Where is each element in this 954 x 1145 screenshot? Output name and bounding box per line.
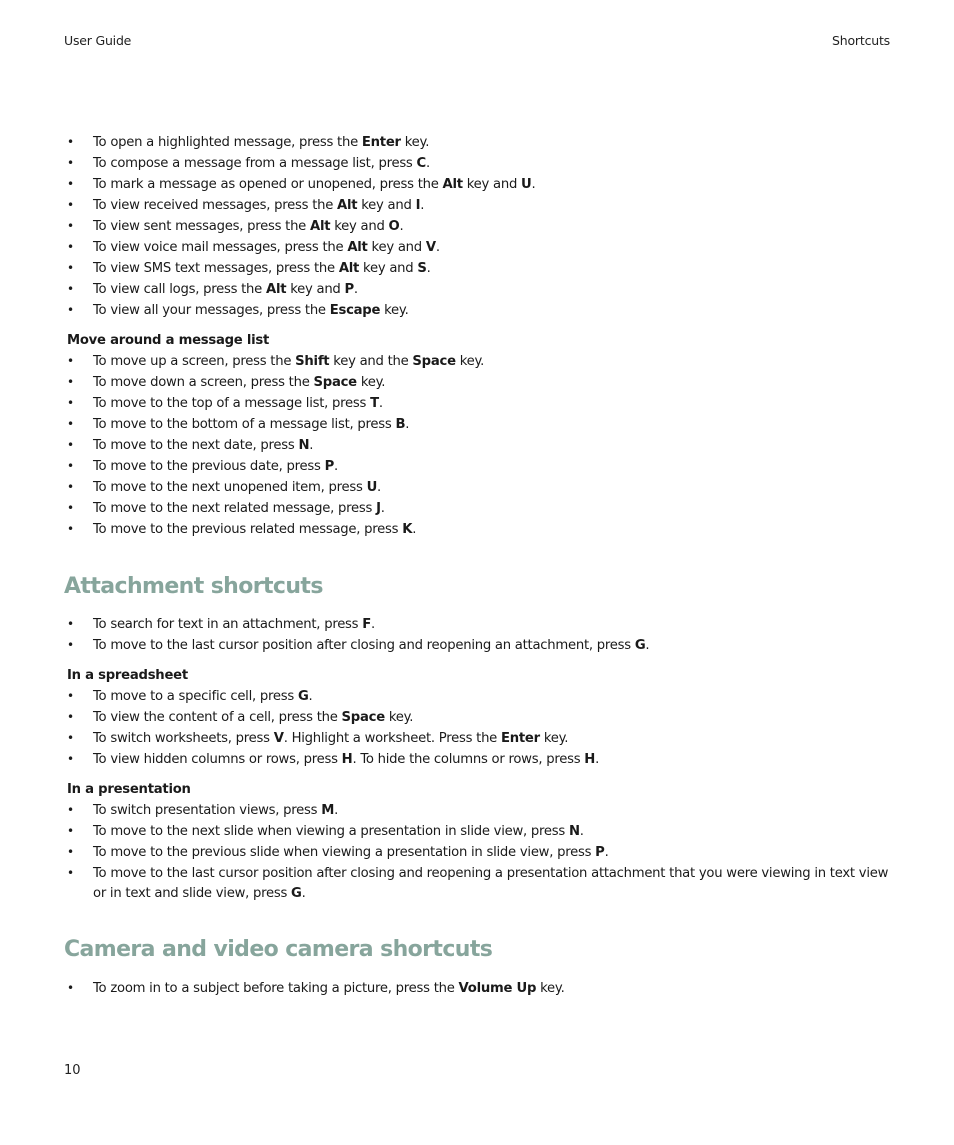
running-header-left: User Guide bbox=[64, 33, 132, 48]
list-item bbox=[64, 456, 890, 477]
key-name: G bbox=[634, 638, 646, 653]
key-name: G bbox=[291, 886, 302, 901]
move-message-list-heading: Move around a message list bbox=[67, 333, 270, 348]
item-text: key and bbox=[359, 261, 418, 276]
key-name: H bbox=[584, 752, 596, 767]
item-text: . bbox=[579, 824, 584, 839]
list-item bbox=[64, 300, 890, 321]
item-text: To move to the top of a message list, press bbox=[93, 396, 371, 411]
key-name: M bbox=[321, 803, 335, 818]
item-text: key. bbox=[539, 731, 569, 746]
list-item bbox=[64, 635, 890, 656]
attachment-general-list bbox=[64, 614, 890, 656]
attachment-shortcuts-title: Attachment shortcuts bbox=[64, 574, 323, 599]
bullet-icon: • bbox=[67, 845, 74, 859]
item-text: . bbox=[595, 752, 600, 767]
list-item bbox=[64, 372, 890, 393]
item-text: . bbox=[405, 417, 410, 432]
list-item bbox=[64, 351, 890, 372]
bullet-icon: • bbox=[67, 156, 74, 170]
bullet-icon: • bbox=[67, 177, 74, 191]
attachment-general-section bbox=[64, 614, 890, 656]
presentation-heading: In a presentation bbox=[67, 782, 191, 797]
bullet-icon: • bbox=[67, 710, 74, 724]
item-text: . Highlight a worksheet. Press the bbox=[283, 731, 501, 746]
item-text: key. bbox=[384, 710, 414, 725]
item-text: . bbox=[412, 522, 417, 537]
list-item bbox=[64, 195, 890, 216]
item-text: . bbox=[334, 459, 338, 474]
item-text: . bbox=[380, 501, 385, 516]
item-text: To search for text in an attachment, press bbox=[93, 617, 363, 632]
item-text: . bbox=[377, 480, 381, 495]
bullet-icon: • bbox=[67, 803, 74, 817]
bullet-icon: • bbox=[67, 981, 74, 995]
list-item bbox=[64, 707, 890, 728]
list-item bbox=[64, 821, 890, 842]
list-item bbox=[64, 477, 890, 498]
list-item bbox=[64, 132, 890, 153]
key-name: P bbox=[324, 459, 335, 474]
key-name: V bbox=[425, 240, 436, 255]
key-name: T bbox=[370, 396, 379, 411]
list-item bbox=[64, 614, 890, 635]
item-text: . bbox=[308, 689, 313, 704]
list-item bbox=[64, 435, 890, 456]
key-name: I bbox=[415, 198, 421, 213]
bullet-icon: • bbox=[67, 417, 74, 431]
camera-section bbox=[64, 978, 890, 999]
key-name: B bbox=[395, 417, 406, 432]
key-name: Shift bbox=[295, 354, 330, 369]
key-name: Enter bbox=[361, 135, 401, 150]
list-item bbox=[64, 414, 890, 435]
bullet-icon: • bbox=[67, 689, 74, 703]
key-name: J bbox=[376, 501, 381, 516]
spreadsheet-list bbox=[64, 686, 890, 770]
item-text: . bbox=[309, 438, 314, 453]
item-text: . bbox=[604, 845, 609, 860]
list-item bbox=[64, 800, 890, 821]
bullet-icon: • bbox=[67, 522, 74, 536]
bullet-icon: • bbox=[67, 866, 74, 880]
list-item bbox=[64, 749, 890, 770]
item-text: key and bbox=[286, 282, 345, 297]
presentation-section bbox=[64, 780, 890, 904]
key-name: U bbox=[366, 480, 378, 495]
key-name: Enter bbox=[500, 731, 540, 746]
bullet-icon: • bbox=[67, 240, 74, 254]
bullet-icon: • bbox=[67, 438, 74, 452]
item-text: To view voice mail messages, press the bbox=[93, 240, 348, 255]
intro-shortcut-list bbox=[64, 132, 890, 321]
item-text: key and the bbox=[329, 354, 413, 369]
item-text: To move to the previous related message, press bbox=[93, 522, 403, 537]
item-text: To mark a message as opened or unopened, press the bbox=[93, 177, 443, 192]
key-name: U bbox=[521, 177, 532, 192]
key-name: Escape bbox=[329, 303, 381, 318]
bullet-icon: • bbox=[67, 282, 74, 296]
bullet-icon: • bbox=[67, 617, 74, 631]
item-text: To switch worksheets, press bbox=[93, 731, 274, 746]
list-item bbox=[64, 174, 890, 195]
key-name: Alt bbox=[347, 240, 368, 255]
item-text: . bbox=[399, 219, 404, 234]
item-text: To move to the previous date, press bbox=[93, 459, 325, 474]
key-name: V bbox=[273, 731, 284, 746]
bullet-icon: • bbox=[67, 752, 74, 766]
item-text: . bbox=[426, 261, 431, 276]
camera-list bbox=[64, 978, 890, 999]
item-text: To move to the last cursor position after closing and reopening an attachment, press bbox=[93, 638, 635, 653]
bullet-icon: • bbox=[67, 303, 74, 317]
key-name: Alt bbox=[338, 261, 360, 276]
key-name: Volume Up bbox=[458, 981, 537, 996]
item-text: key. bbox=[380, 303, 409, 318]
item-text: . bbox=[420, 198, 425, 213]
item-text: . bbox=[353, 282, 358, 297]
key-name: H bbox=[341, 752, 353, 767]
key-name: Space bbox=[313, 375, 357, 390]
key-name: Alt bbox=[442, 177, 463, 192]
key-name: F bbox=[362, 617, 372, 632]
item-text: . bbox=[435, 240, 440, 255]
item-text: To view call logs, press the bbox=[93, 282, 266, 297]
item-text: To move to the next date, press bbox=[93, 438, 299, 453]
list-item bbox=[64, 728, 890, 749]
bullet-icon: • bbox=[67, 501, 74, 515]
list-item bbox=[64, 237, 890, 258]
bullet-icon: • bbox=[67, 375, 74, 389]
key-name: P bbox=[344, 282, 354, 297]
intro-shortcut-section bbox=[64, 132, 890, 321]
bullet-icon: • bbox=[67, 198, 74, 212]
key-name: K bbox=[402, 522, 413, 537]
item-text: To move to the next related message, press bbox=[93, 501, 377, 516]
bullet-icon: • bbox=[67, 354, 74, 368]
item-text: To move to the last cursor position after closing and reopening a presentation attachment that you were viewing in text view or in text and slide view, press bbox=[93, 866, 889, 901]
item-text: key. bbox=[536, 981, 565, 996]
item-text: key. bbox=[400, 135, 430, 150]
key-name: S bbox=[417, 261, 427, 276]
item-text: key and bbox=[330, 219, 389, 234]
key-name: Space bbox=[341, 710, 385, 725]
bullet-icon: • bbox=[67, 731, 74, 745]
item-text: To view the content of a cell, press the bbox=[93, 710, 342, 725]
list-item bbox=[64, 863, 890, 904]
list-item bbox=[64, 258, 890, 279]
item-text: To zoom in to a subject before taking a picture, press the bbox=[93, 981, 459, 996]
item-text: To move down a screen, press the bbox=[93, 375, 314, 390]
key-name: Alt bbox=[310, 219, 331, 234]
move-message-list-items bbox=[64, 351, 890, 540]
item-text: key. bbox=[455, 354, 485, 369]
key-name: N bbox=[298, 438, 310, 453]
item-text: key. bbox=[356, 375, 386, 390]
bullet-icon: • bbox=[67, 824, 74, 838]
list-item bbox=[64, 686, 890, 707]
item-text: To switch presentation views, press bbox=[93, 803, 322, 818]
item-text: . bbox=[645, 638, 650, 653]
key-name: C bbox=[416, 156, 426, 171]
item-text: To move to the bottom of a message list, press bbox=[93, 417, 396, 432]
list-item bbox=[64, 393, 890, 414]
bullet-icon: • bbox=[67, 638, 74, 652]
move-message-list-section bbox=[64, 331, 890, 540]
item-text: . bbox=[425, 156, 430, 171]
bullet-icon: • bbox=[67, 480, 74, 494]
key-name: Space bbox=[412, 354, 456, 369]
item-text: To compose a message from a message list, press bbox=[93, 156, 417, 171]
list-item bbox=[64, 978, 890, 999]
item-text: To open a highlighted message, press the bbox=[93, 135, 362, 150]
item-text: To move up a screen, press the bbox=[93, 354, 296, 369]
key-name: Alt bbox=[265, 282, 287, 297]
bullet-icon: • bbox=[67, 219, 74, 233]
bullet-icon: • bbox=[67, 135, 74, 149]
key-name: G bbox=[297, 689, 309, 704]
page-number: 10 bbox=[64, 1063, 81, 1078]
item-text: To view SMS text messages, press the bbox=[93, 261, 339, 276]
key-name: N bbox=[568, 824, 580, 839]
item-text: To move to the next slide when viewing a presentation in slide view, press bbox=[93, 824, 569, 839]
item-text: . bbox=[531, 177, 536, 192]
list-item bbox=[64, 279, 890, 300]
bullet-icon: • bbox=[67, 459, 74, 473]
list-item bbox=[64, 216, 890, 237]
item-text: . To hide the columns or rows, press bbox=[352, 752, 585, 767]
key-name: Alt bbox=[337, 198, 358, 213]
list-item bbox=[64, 498, 890, 519]
camera-shortcuts-title: Camera and video camera shortcuts bbox=[64, 937, 493, 962]
spreadsheet-section bbox=[64, 666, 890, 770]
list-item bbox=[64, 153, 890, 174]
item-text: To move to a specific cell, press bbox=[93, 689, 298, 704]
item-text: To view hidden columns or rows, press bbox=[93, 752, 342, 767]
key-name: O bbox=[388, 219, 400, 234]
spreadsheet-heading: In a spreadsheet bbox=[67, 668, 188, 683]
item-text: To move to the next unopened item, press bbox=[93, 480, 367, 495]
item-text: . bbox=[378, 396, 383, 411]
running-header-right: Shortcuts bbox=[832, 33, 890, 48]
item-text: . bbox=[301, 886, 306, 901]
item-text: To view all your messages, press the bbox=[93, 303, 330, 318]
bullet-icon: • bbox=[67, 396, 74, 410]
item-text: . bbox=[371, 617, 375, 632]
item-text: key and bbox=[367, 240, 426, 255]
item-text: . bbox=[334, 803, 339, 818]
bullet-icon: • bbox=[67, 261, 74, 275]
list-item bbox=[64, 519, 890, 540]
item-text: To view received messages, press the bbox=[93, 198, 338, 213]
item-text: To view sent messages, press the bbox=[93, 219, 310, 234]
key-name: P bbox=[595, 845, 605, 860]
item-text: key and bbox=[462, 177, 522, 192]
item-text: key and bbox=[357, 198, 416, 213]
list-item bbox=[64, 842, 890, 863]
item-text: To move to the previous slide when viewing a presentation in slide view, press bbox=[93, 845, 596, 860]
presentation-list bbox=[64, 800, 890, 904]
